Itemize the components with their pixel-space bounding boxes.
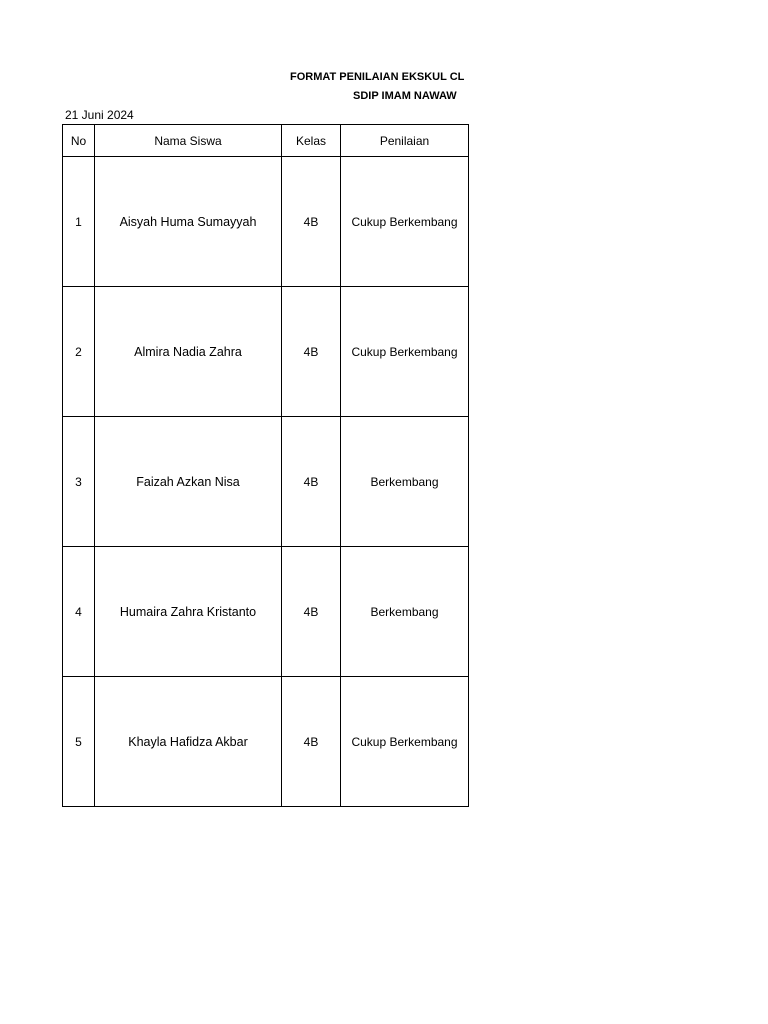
document-date: 21 Juni 2024 [65, 108, 134, 122]
school-name: SDIP IMAM NAWAW [353, 90, 457, 102]
cell-penilaian: Berkembang [341, 417, 469, 547]
title-clip [0, 0, 469, 110]
cell-penilaian: Cukup Berkembang [341, 677, 469, 807]
cell-kelas: 4B [282, 547, 341, 677]
cell-kelas: 4B [282, 417, 341, 547]
cell-penilaian: Cukup Berkembang [341, 157, 469, 287]
cell-kelas: 4B [282, 287, 341, 417]
cell-kelas: 4B [282, 157, 341, 287]
cell-no: 3 [63, 417, 95, 547]
cell-no: 1 [63, 157, 95, 287]
table-header-row [63, 125, 469, 157]
cell-nama-siswa: Khayla Hafidza Akbar [95, 677, 282, 807]
table-row [63, 677, 469, 807]
cell-kelas: 4B [282, 677, 341, 807]
assessment-table [62, 124, 469, 807]
header-nama-siswa: Nama Siswa [95, 125, 282, 157]
cell-nama-siswa: Aisyah Huma Sumayyah [95, 157, 282, 287]
cell-penilaian: Berkembang [341, 547, 469, 677]
document-title: FORMAT PENILAIAN EKSKUL CL [290, 71, 465, 83]
table-row [63, 157, 469, 287]
header-penilaian: Penilaian [341, 125, 469, 157]
cell-no: 4 [63, 547, 95, 677]
cell-no: 5 [63, 677, 95, 807]
table-row [63, 417, 469, 547]
table-row [63, 287, 469, 417]
header-no: No [63, 125, 95, 157]
cell-penilaian: Cukup Berkembang [341, 287, 469, 417]
cell-nama-siswa: Almira Nadia Zahra [95, 287, 282, 417]
header-kelas: Kelas [282, 125, 341, 157]
cell-nama-siswa: Humaira Zahra Kristanto [95, 547, 282, 677]
cell-nama-siswa: Faizah Azkan Nisa [95, 417, 282, 547]
table-row [63, 547, 469, 677]
cell-no: 2 [63, 287, 95, 417]
